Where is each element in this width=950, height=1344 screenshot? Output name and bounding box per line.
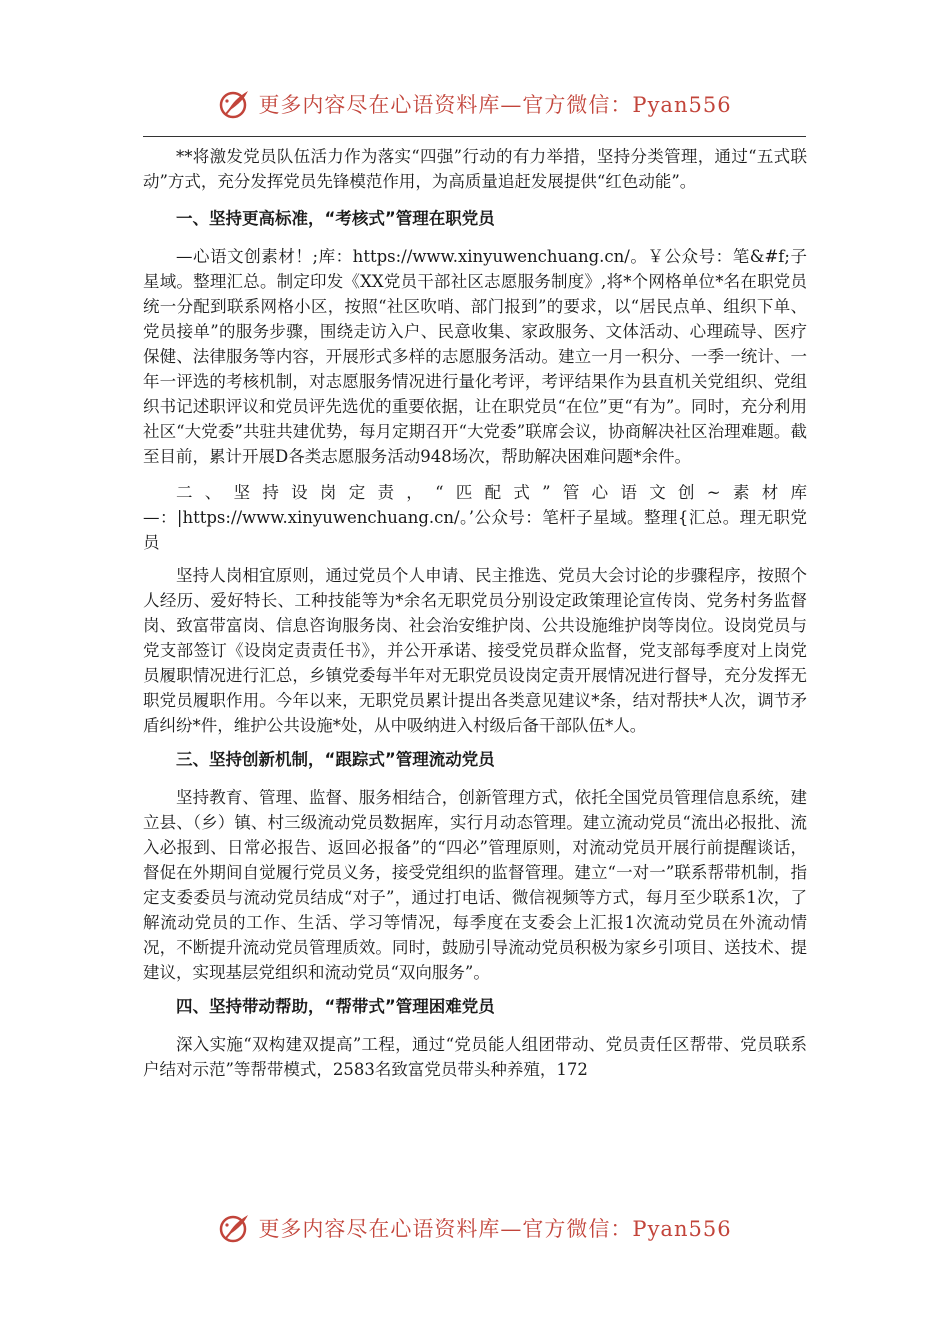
header-banner [0,84,950,124]
header-banner-text: 更多内容尽在心语资料库—官方微信：Pyan556 [258,93,732,117]
quill-pen-logo-icon [218,1211,252,1245]
section-2-paragraph: 坚持人岗相宜原则，通过党员个人申请、民主推选、党员大会讨论的步骤程序，按照个人经历、爱好特长、工种技能等为*余名无职党员分别设定政策理论宣传岗、党务村务监督岗、致富带富岗、信息咨询服务岗、社会治安维护岗、公共设施维护岗等岗位。设岗党员与党支部签订《设岗定责责任书》，并公开承诺、接受党员群众监督，党支部每季度对上岗党员履职情况进行汇总，乡镇党委每半年对无职党员设岗定责开展情况进行督导，充分发挥无职党员履职作用。今年以来，无职党员累计提出各类意见建议*条，结对帮扶*人次，调节矛盾纠纷*件，维护公共设施*处，从中吸纳进入村级后备干部队伍*人。 [143,566,807,735]
section-4-paragraph: 深入实施“双构建双提高”工程，通过“党员能人组团带动、党员责任区帮带、党员联系户结对示范”等帮带模式，2583名致富党员带头种养殖，172 [143,1035,807,1079]
footer-banner [0,1208,950,1248]
section-2-heading: 二、坚持设岗定责，“匹配式”管心语文创~素材库—：|https://www.xinyuwenchuang.cn/。’公众号：笔杆子星域。整理{汇总。理无职党员 [143,483,807,552]
document-body [143,144,807,1093]
section-3-heading: 三、坚持创新机制，“跟踪式”管理流动党员 [176,750,495,769]
section-4-heading: 四、坚持带动帮助，“帮带式”管理困难党员 [176,997,495,1016]
section-1-heading: 一、坚持更高标准，“考核式”管理在职党员 [176,209,495,228]
intro-paragraph: **将激发党员队伍活力作为落实“四强”行动的有力举措，坚持分类管理，通过“五式联动”方式，充分发挥党员先锋模范作用，为高质量追赶发展提供“红色动能”。 [143,147,807,191]
header-divider [143,136,806,137]
quill-pen-logo-icon [218,87,252,121]
section-1-paragraph: —心语文创素材！;库：https://www.xinyuwenchuang.cn/。￥公众号：笔&#f;子星域。整理汇总。制定印发《XX党员干部社区志愿服务制度》,将*个网格单位*名在职党员统一分配到联系网格小区，按照“社区吹哨、部门报到”的要求，以“居民点单、组织下单、党员接单”的服务步骤，围绕走访入户、民意收集、家政服务、文体活动、心理疏导、医疗保健、法律服务等内容，开展形式多样的志愿服务活动。建立一月一积分、一季一统计、一年一评选的考核机制，对志愿服务情况进行量化考评，考评结果作为县直机关党组织、党组织书记述职评议和党员评先选优的重要依据，让在职党员“在位”更“有为”。同时，充分利用社区“大党委”共驻共建优势，每月定期召开“大党委”联席会议，协商解决社区治理难题。截至目前，累计开展D各类志愿服务活动948场次，帮助解决困难问题*余件。 [143,247,807,466]
footer-banner-text: 更多内容尽在心语资料库—官方微信：Pyan556 [258,1217,732,1241]
section-3-paragraph: 坚持教育、管理、监督、服务相结合，创新管理方式，依托全国党员管理信息系统，建立县、（乡）镇、村三级流动党员数据库，实行月动态管理。建立流动党员“流出必报批、流入必报到、日常必报告、返回必报备”的“四必”管理原则，对流动党员开展行前提醒谈话，督促在外期间自觉履行党员义务，接受党组织的监督管理。建立“一对一”联系帮带机制，指定支委委员与流动党员结成“对子”，通过打电话、微信视频等方式，每月至少联系1次，了解流动党员的工作、生活、学习等情况，每季度在支委会上汇报1次流动党员在外流动情况，不断提升流动党员管理质效。同时，鼓励引导流动党员积极为家乡引项目、送技术、提建议，实现基层党组织和流动党员“双向服务”。 [143,788,807,982]
